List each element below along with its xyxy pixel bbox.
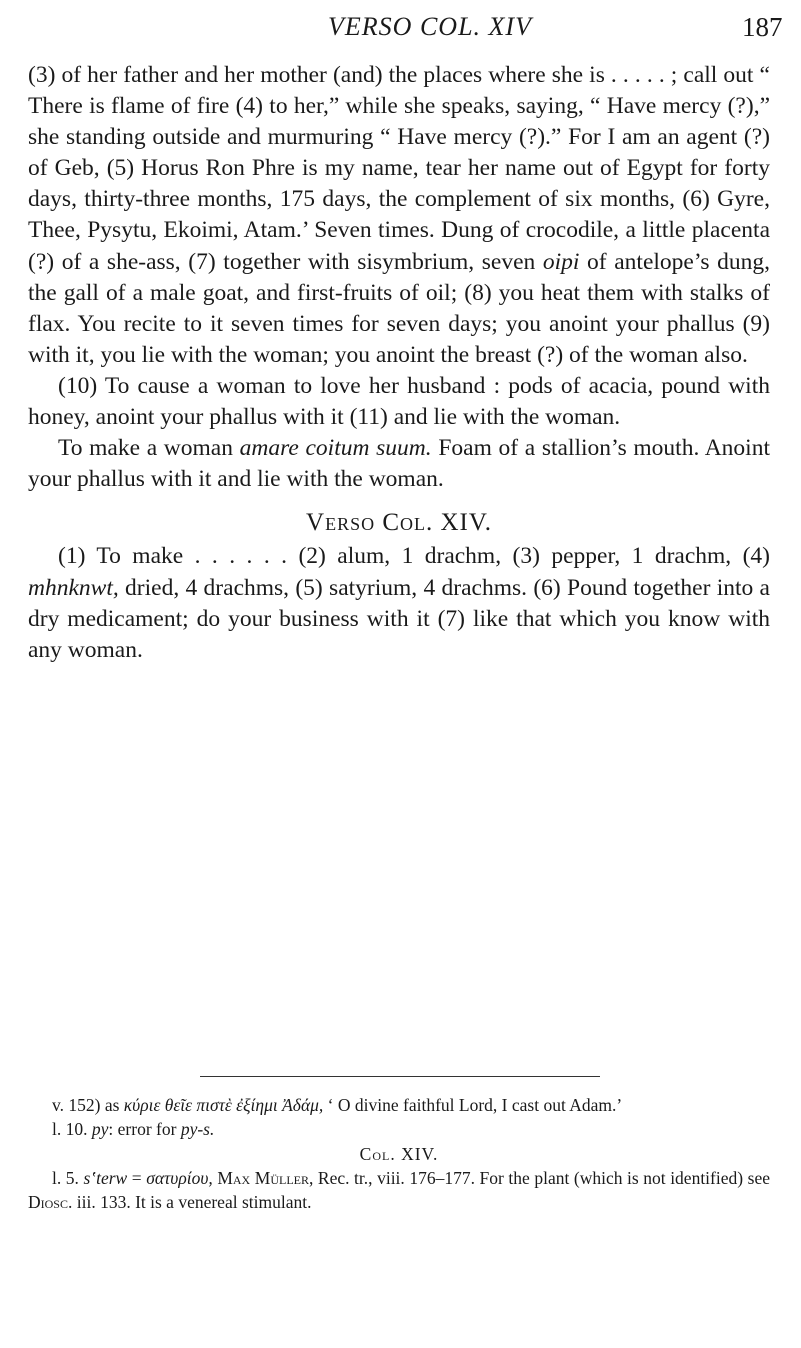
section-heading: Verso Col. XIV. <box>306 509 492 537</box>
main-text <box>28 60 770 666</box>
italic-latin: amare coitum suum. <box>239 435 432 462</box>
greek-phrase: κύριε θεῖε πιστὲ ἐξίημι Ἀδάμ, <box>123 1095 324 1115</box>
footnote-v152: v. 152) as κύριε θεῖε πιστὲ ἐξίημι Ἀδάμ, ‘ O divine faithful Lord, I cast out Adam.’ <box>52 1095 623 1115</box>
italic-term: mhnknwt, <box>28 574 119 601</box>
paragraph-amare-coitum: To make a woman amare coitum suum. Foam of a stallion’s mouth. Anoint your phallus with it and lie with the woman. <box>28 435 770 493</box>
footnote-heading: Col. XIV. <box>359 1143 439 1164</box>
italic-term: oipi <box>542 248 580 275</box>
running-title: VERSO COL. XIV <box>328 12 532 41</box>
footnote-l5: l. 5. sʽterw = σατυρίου, Max Müller, Rec. tr., viii. 176–177. For the plant (which is not identified) see Diosc. iii. 133. It is a venereal stimulant. <box>28 1167 770 1213</box>
paragraph-love-husband: (10) To cause a woman to love her husband : pods of acacia, pound with honey, anoint your phallus with it (11) and lie with the woman. <box>28 372 770 431</box>
page-header <box>0 12 801 46</box>
footnote-l10: l. 10. py: error for py-s. <box>52 1119 215 1140</box>
paragraph-col14: (1) To make . . . . . . (2) alum, 1 drachm, (3) pepper, 1 drachm, (4) mhnknwt, dried, 4 drachms, (5) satyrium, 4 drachms. (6) Pound together into a dry medicament; do your business with it (7) like that which you know with any woman. <box>28 543 770 663</box>
footnote-divider <box>200 1076 600 1077</box>
footnotes <box>28 1093 770 1214</box>
paragraph-col13-continuation: (3) of her father and her mother (and) the places where she is . . . . . ; call out “ There is flame of fire (4) to her,” while she speaks, saying, “ Have mercy (?),” she standing outside and murmuring “ Have mercy (?).” For I am an agent (?) of Geb, (5) Horus Ron Phre is my name, tear her name out of Egypt for forty days, thirty-three months, 175 days, the complement of six months, (6) Gyre, Thee, Pysytu, Ekoimi, Atam.’ Seven times. Dung of crocodile, a little placenta (?) of a she-ass, (7) together with sisymbrium, seven oipi of antelope’s dung, the gall of a male goat, and first-fruits of oil; (8) you heat them with stalks of flax. You recite to it seven times for seven days; you anoint your phallus (9) with it, you lie with the woman; you anoint the breast (?) of the woman also. <box>28 62 770 368</box>
page-number: 187 <box>742 12 783 42</box>
